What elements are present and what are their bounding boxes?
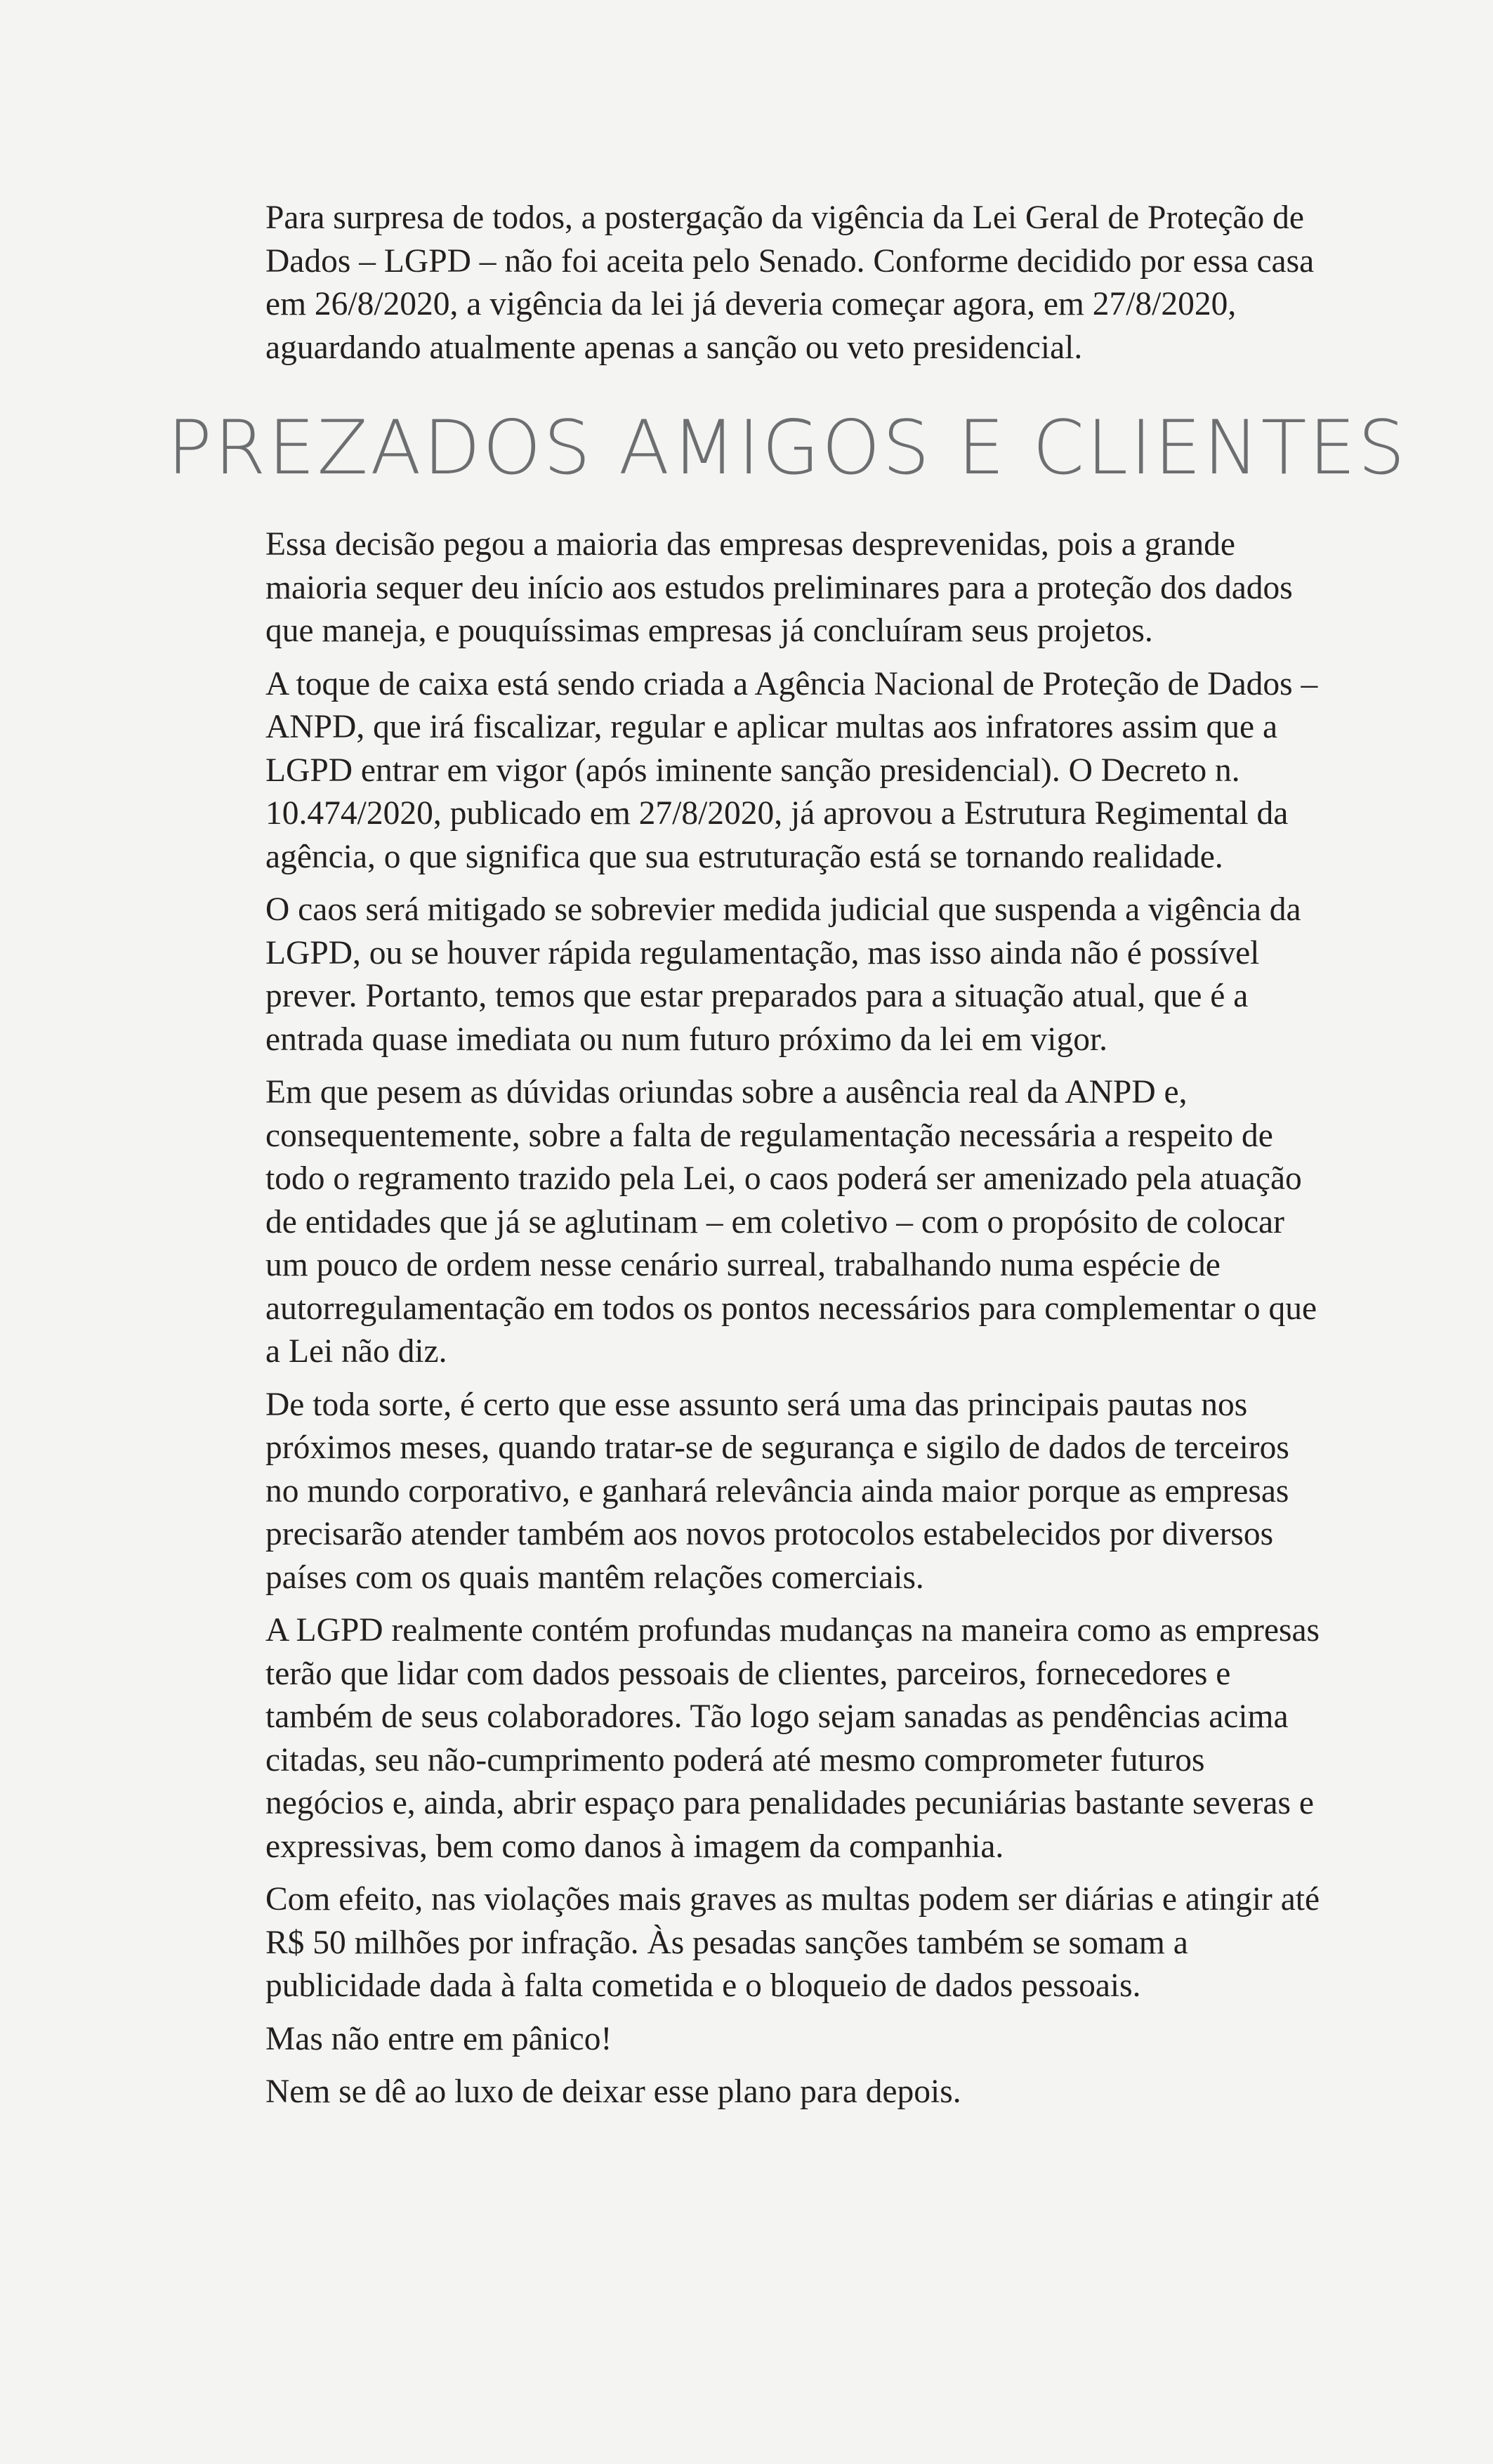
body-paragraph-6: A LGPD realmente contém profundas mudanças na maneira como as empresas terão que lidar com dados pessoais de clientes, parceiros, fornecedores e também de seus colaboradores. Tão logo sejam sanadas as pendências acima citadas, seu não-cumprimento poderá até mesmo comprometer futuros negócios e, ainda, abrir espaço para penalidades pecuniárias bastante severas e expressivas, bem como danos à imagem da companhia. — [265, 1612, 1320, 1865]
intro-paragraph: Para surpresa de todos, a postergação da vigência da Lei Geral de Proteção de Dados – LGPD – não foi aceita pelo Senado. Conforme decidido por essa casa em 26/8/2020, a vigência da lei já deveria começar agora, em 27/8/2020, aguardando atualmente apenas a sanção ou veto presidencial. — [265, 199, 1315, 366]
body-paragraph-2: A toque de caixa está sendo criada a Agência Nacional de Proteção de Dados – ANPD, que irá fiscalizar, regular e aplicar multas aos infratores assim que a LGPD entrar em vigor (após iminente sanção presidencial). O Decreto n. 10.474/2020, publicado em 27/8/2020, já aprovou a Estrutura Regimental da agência, o que significa que sua estruturação está se tornando realidade. — [265, 665, 1318, 875]
body-paragraph-5: De toda sorte, é certo que esse assunto será uma das principais pautas nos próximos meses, quando tratar-se de segurança e sigilo de dados de terceiros no mundo corporativo, e ganhará relevância ainda maior porque as empresas precisarão atender também aos novos protocolos estabelecidos por diversos países com os quais mantêm relações comerciais. — [265, 1386, 1289, 1596]
body-section — [265, 523, 1326, 2124]
body-paragraph-7: Com efeito, nas violações mais graves as multas podem ser diárias e atingir até R$ 50 milhões por infração. Às pesadas sanções também se somam a publicidade dada à falta cometida e o bloqueio de dados pessoais. — [265, 1881, 1320, 2004]
body-paragraph-8: Mas não entre em pânico! — [265, 2020, 612, 2057]
body-paragraph-1: Essa decisão pegou a maioria das empresas desprevenidas, pois a grande maioria sequer deu início aos estudos preliminares para a proteção dos dados que maneja, e pouquíssimas empresas já concluíram seus projetos. — [265, 526, 1293, 649]
section-heading: PREZADOS AMIGOS E CLIENTES — [167, 405, 1407, 491]
intro-section — [265, 197, 1326, 379]
body-paragraph-9: Nem se dê ao luxo de deixar esse plano para depois. — [265, 2073, 961, 2110]
body-paragraph-4: Em que pesem as dúvidas oriundas sobre a ausência real da ANPD e, consequentemente, sobre a falta de regulamentação necessária a respeito de todo o regramento trazido pela Lei, o caos poderá ser amenizado pela atuação de entidades que já se aglutinam – em coletivo – com o propósito de colocar um pouco de ordem nesse cenário surreal, trabalhando numa espécie de autorregulamentação em todos os pontos necessários para complementar o que a Lei não diz. — [265, 1074, 1317, 1370]
body-paragraph-3: O caos será mitigado se sobrevier medida judicial que suspenda a vigência da LGPD, ou se houver rápida regulamentação, mas isso ainda não é possível prever. Portanto, temos que estar preparados para a situação atual, que é a entrada quase imediata ou num futuro próximo da lei em vigor. — [265, 891, 1301, 1058]
